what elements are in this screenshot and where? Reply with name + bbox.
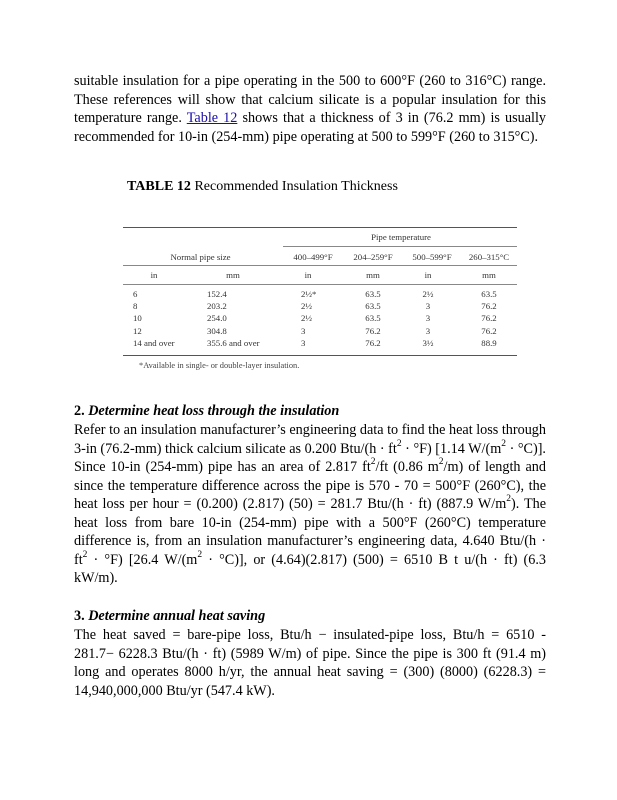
- intro-paragraph: [74, 72, 546, 146]
- table-cell-r2-c1: 254.0: [207, 313, 227, 324]
- table-cell-r0-c0: 6: [133, 289, 138, 299]
- table-cell-r0-c5: 63.5: [481, 289, 497, 299]
- table-cell-r2-c2: 2½: [301, 313, 312, 324]
- pipe-temperature-header: Pipe temperature: [371, 232, 431, 242]
- section-2-heading: [74, 402, 339, 421]
- normal-pipe-size-header: Normal pipe size: [170, 252, 231, 262]
- section-2-body: Refer to an insulation manufacturer’s engineering data to find the heat loss through 3-in (76.2-mm) thick calcium silicate as 0.200 $Btu/(h \cdot ft^2 \cdot ^\circ F)$ [1.14 $W/(m^2 \cdot ^\circ C)$]. Since 10-in (254-mm) pipe has an area of 2.817 $ft^2/ft$ (0.86 $m^2/m$) of length and since the temperature difference across the pipe is 570 - 70 = 500°F (260°C), the heat loss per hour = (0.200) (2.817) (50) = 281.7 Btu/(h · ft) (887.9 $W/m^2$). The heat loss from bare 10-in (254-mm) pipe with a 500°F (260°C) temperature difference is, from an insulation manufacturer’s engineering data, 4.640 $Btu/(h \cdot ft^2 \cdot ^\circ F)$ [26.4 $W/(m^2 \cdot ^\circ C)$], or (4.64)(2.817) (500) = 6510 B t u/(h · ft) (6.3 kW/m).: [74, 422, 547, 586]
- table-cell-r1-c2: 2½: [301, 301, 312, 312]
- subheader-rule: [123, 265, 517, 266]
- table-cell-r3-c2: 3: [301, 325, 306, 336]
- intro-text-2: shows that a thickness of 3 in (76.2 mm) is usually recommended for 10-in (254-mm) pipe operating at 500 to 599°F (260 to 315°C).: [74, 110, 547, 145]
- table-cell-r1-c1: 203.2: [207, 301, 227, 312]
- section-2-number: 2.: [74, 403, 85, 419]
- section-3-heading: [74, 607, 265, 626]
- table-cell-r4-c3: 76.2: [365, 337, 381, 348]
- table-cell-r2-c5: 76.2: [481, 313, 497, 324]
- table-top-rule: [123, 227, 517, 228]
- table-cell-r4-c1: 355.6 and over: [207, 337, 260, 348]
- table-cell-r0-c2: 2½*: [301, 289, 317, 299]
- temp-range-3: 260–315°C: [468, 252, 510, 262]
- table-footnote: *Available in single- or double-layer insulation.: [139, 361, 300, 370]
- table-cell-r0-c1: 152.4: [207, 289, 227, 299]
- intro-text-1: suitable insulation for a pipe operating in the 500 to 600°F (260 to 316°C) range. These references will show that calcium silicate is a popular insulation for this temperature range.: [74, 73, 546, 126]
- table-cell-r0-c4: 2½: [422, 289, 434, 299]
- subheader-5: mm: [482, 270, 496, 280]
- group-header-rule: [283, 246, 517, 247]
- subheader-4: in: [424, 270, 432, 280]
- table-cell-r3-c0: 12: [133, 325, 142, 336]
- subheader-1: mm: [226, 270, 240, 280]
- table-cell-r3-c5: 76.2: [481, 325, 497, 336]
- table-bottom-rule: [123, 355, 517, 356]
- header-bottom-rule: [123, 284, 517, 285]
- table-cell-r4-c0: 14 and over: [133, 337, 175, 348]
- subheader-0: in: [150, 270, 158, 280]
- section-3-number: 3.: [74, 608, 85, 624]
- table-cell-r4-c2: 3: [301, 337, 306, 348]
- table-caption-label: TABLE 12: [127, 179, 191, 194]
- section-2-title: Determine heat loss through the insulation: [88, 403, 340, 419]
- table-12-link[interactable]: Table 12: [186, 110, 238, 126]
- subheader-3: mm: [366, 270, 380, 280]
- table-cell-r2-c4: 3: [425, 313, 431, 324]
- table-caption-title: Recommended Insulation Thickness: [194, 179, 398, 194]
- table-cell-r3-c1: 304.8: [207, 325, 227, 336]
- table-cell-r1-c3: 63.5: [365, 301, 381, 312]
- table-caption: [127, 179, 398, 195]
- table-cell-r3-c4: 3: [425, 325, 431, 336]
- temp-range-0: 400–499°F: [293, 252, 333, 262]
- table-cell-r4-c4: 3½: [422, 337, 434, 348]
- temp-range-2: 500–599°F: [412, 252, 452, 262]
- table-cell-r3-c3: 76.2: [365, 325, 381, 336]
- section-3-body: The heat saved = bare-pipe loss, Btu/h − insulated-pipe loss, Btu/h = 6510 - 281.7− 6228.3 Btu/(h · ft) (5989 W/m) of pipe. Since the pipe is 300 ft (91.4 m) long and operates 8000 h/yr, the annual heat saving = (300) (8000) (6228.3) = 14,940,000,000 Btu/yr (547.4 kW).: [74, 627, 546, 699]
- section-3-title: Determine annual heat saving: [88, 608, 266, 624]
- table-cell-r0-c3: 63.5: [365, 289, 381, 299]
- table-cell-r1-c0: 8: [133, 301, 138, 312]
- subheader-2: in: [304, 270, 312, 280]
- temp-range-1: 204–259°F: [353, 252, 393, 262]
- table-cell-r2-c0: 10: [133, 313, 142, 324]
- table-cell-r4-c5: 88.9: [481, 337, 497, 348]
- table-cell-r1-c4: 3: [425, 301, 431, 312]
- table-cell-r2-c3: 63.5: [365, 313, 381, 324]
- table-cell-r1-c5: 76.2: [481, 301, 497, 312]
